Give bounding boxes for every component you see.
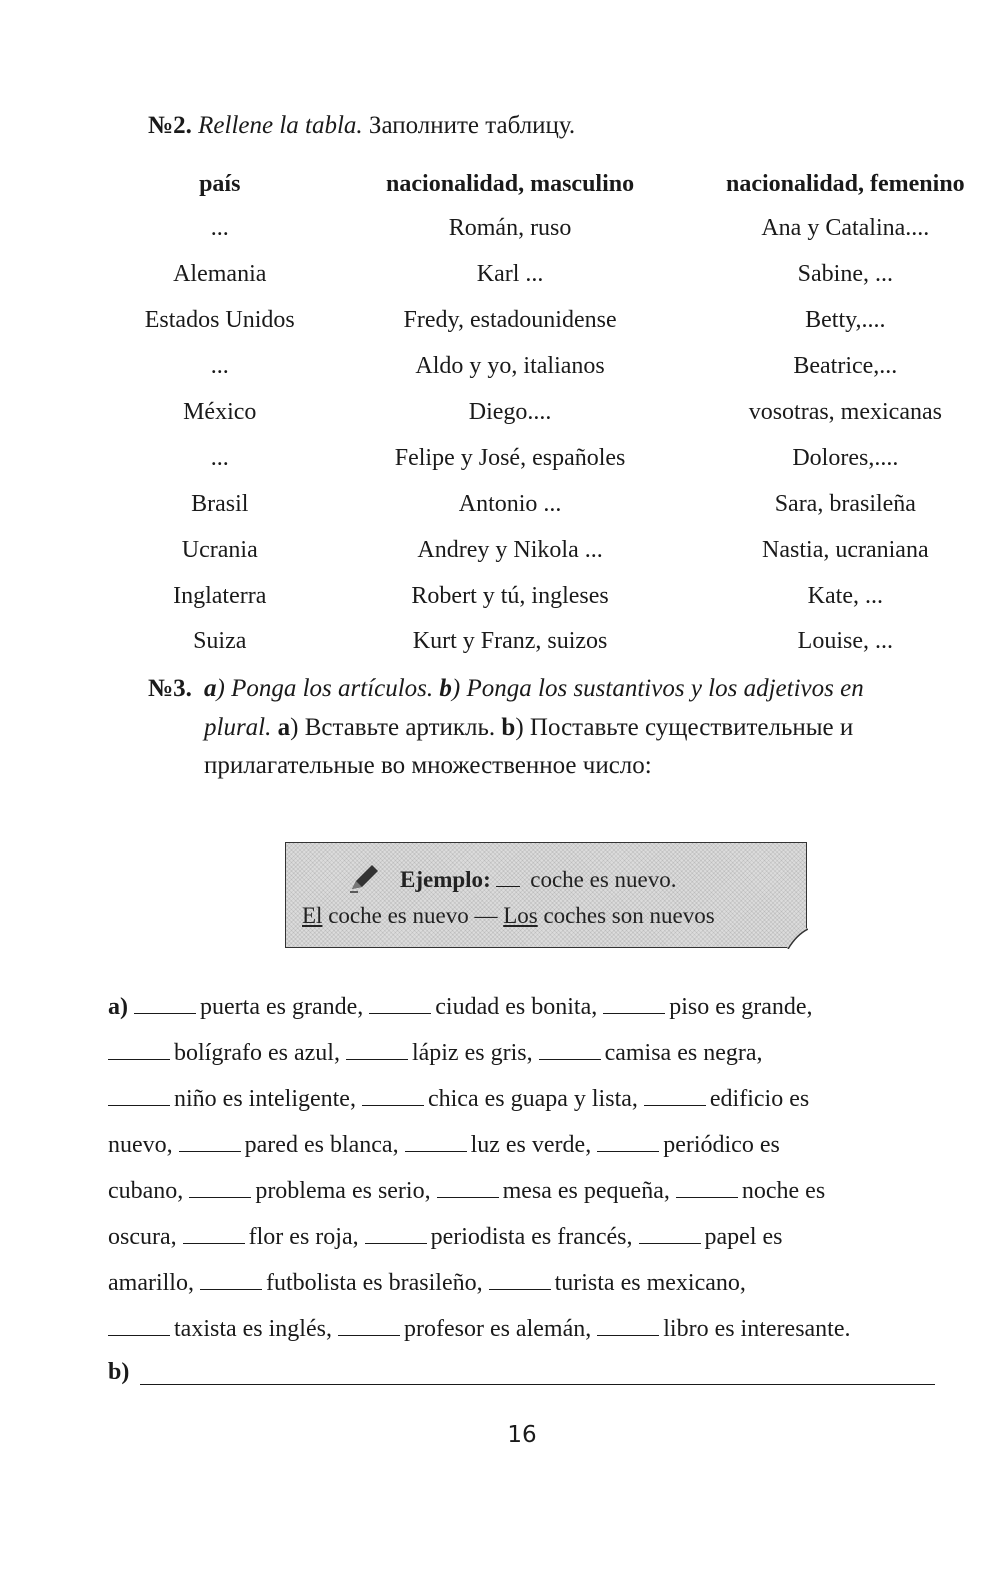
article-blank[interactable] [405,1133,467,1152]
cell-country: Brasil [191,490,249,517]
article-blank[interactable] [108,1317,170,1336]
article-blank[interactable] [338,1317,400,1336]
cell-country: Estados Unidos [144,307,295,334]
cell-masculine: Román, ruso [448,215,572,242]
cell-feminine: Sabine, ... [797,261,893,288]
cell-feminine: Ana y Catalina.... [761,215,930,242]
cell-masculine: Fredy, estadounidense [403,307,617,334]
example-blank [496,868,520,887]
article-blank[interactable] [346,1041,408,1060]
article-blank[interactable] [183,1225,245,1244]
article-blank[interactable] [597,1317,659,1336]
phrase-text: pared es blanca, [244,1132,399,1158]
phrase-text: futbolista es brasileño, [265,1270,483,1296]
example-line-1-text: coche es nuevo. [530,867,677,892]
phrase-text: piso es grande, [669,994,813,1020]
exercise-line [108,1076,933,1122]
cell-country: Alemania [173,261,267,288]
example-plural-text: coches son nuevos [543,903,715,928]
cell-masculine: Karl ... [476,261,544,288]
exercise-a-fill-in [108,984,933,1352]
exercise-line [108,984,933,1030]
table-row [110,206,1000,252]
exercise-line [108,1260,933,1306]
exercise-2-heading [148,112,575,140]
cell-country: ... [210,215,229,242]
article-blank[interactable] [489,1271,551,1290]
table-row [110,252,1000,298]
exercise-3-number: №3. [148,675,192,702]
exercise-line [108,1122,933,1168]
phrase-text: flor es roja, [248,1224,359,1250]
article-blank[interactable] [597,1133,659,1152]
cell-country: Inglaterra [173,582,267,609]
phrase-text: mesa es pequeña, [502,1178,670,1204]
phrase-text: problema es serio, [255,1178,431,1204]
phrase-text: libro es interesante. [663,1316,851,1342]
phrase-text: taxista es inglés, [174,1316,332,1342]
phrase-text: amarillo, [108,1270,194,1296]
example-article-singular: El [302,903,323,928]
phrase-text: puerta es grande, [200,994,364,1020]
article-blank[interactable] [134,995,196,1014]
header-feminine: nacionalidad, femenino [725,170,965,197]
phrase-text: cubano, [108,1178,184,1204]
exercise-3-heading: №3. a) Ponga los artículos. b) Ponga los sustantivos y los adjetivos en plural. a) Вставьте артикль. b) Поставьте существительные и прилагательные во множественное число: [148,675,864,779]
article-blank[interactable] [644,1087,706,1106]
article-blank[interactable] [179,1133,241,1152]
example-article-plural: Los [503,903,538,928]
article-blank[interactable] [639,1225,701,1244]
table-row [110,435,1000,481]
article-blank[interactable] [189,1179,251,1198]
page-number: 16 [507,1422,537,1448]
phrase-text: lápiz es gris, [411,1040,533,1066]
exercise-b-label: b) [108,1359,130,1385]
exercise-2-instruction-es: Rellene la tabla. [198,112,363,139]
article-blank[interactable] [365,1225,427,1244]
cell-masculine: Andrey y Nikola ... [417,536,603,563]
cell-country: ... [210,444,229,471]
phrase-text: noche es [741,1178,826,1204]
table-row [110,298,1000,344]
instruction-a-ru-label: a [277,713,291,741]
instruction-a-ru: Вставьте артикль. [304,713,496,741]
folded-corner-icon [786,927,808,949]
exercise-2-number: №2. [148,112,192,139]
cell-masculine: Kurt y Franz, suizos [412,628,608,655]
cell-feminine: Nastia, ucraniana [762,536,929,563]
header-masculine: nacionalidad, masculino [386,170,635,197]
exercise-2-instruction-ru: Заполните таблицу. [368,112,576,139]
phrase-text: periodista es francés, [430,1224,633,1250]
cell-feminine: Betty,.... [805,307,886,334]
table-row [110,481,1000,527]
cell-feminine: Dolores,.... [792,444,899,471]
example-line-1: Ejemplo: coche es nuevo. [400,867,677,892]
instruction-a-label: a [204,675,217,702]
phrase-text: luz es verde, [470,1132,592,1158]
cell-feminine: Kate, ... [807,582,883,609]
exercise-line [108,1030,933,1076]
phrase-text: profesor es alemán, [403,1316,592,1342]
header-country: país [199,170,241,197]
table-row [110,573,1000,619]
nationality-table [110,162,1000,665]
phrase-text: edificio es [709,1086,810,1112]
example-box [285,842,807,948]
table-header-row [110,162,1000,206]
cell-feminine: Louise, ... [797,628,893,655]
exercise-a-label: a) [108,994,128,1020]
instruction-b-label: b [439,675,452,702]
cell-masculine: Diego.... [468,399,552,425]
cell-feminine: Sara, brasileña [774,490,916,517]
table-row [110,619,1000,665]
instruction-b-ru-label: b [501,713,516,741]
article-blank[interactable] [603,995,665,1014]
instruction-a-es: Ponga los artículos. [231,675,434,702]
exercise-line [108,1168,933,1214]
article-blank[interactable] [437,1179,499,1198]
phrase-text: camisa es negra, [604,1040,763,1066]
article-blank[interactable] [539,1041,601,1060]
phrase-text: niño es inteligente, [174,1086,356,1112]
table-row [110,390,1000,436]
table-row [110,527,1000,573]
article-blank[interactable] [676,1179,738,1198]
phrase-text: oscura, [108,1224,177,1250]
exercise-line [108,1214,933,1260]
cell-country: ... [210,353,229,380]
phrase-text: ciudad es bonita, [435,994,598,1020]
pencil-icon [348,863,380,893]
article-blank[interactable] [108,1041,170,1060]
exercise-b-answer-line[interactable] [140,1384,935,1385]
cell-country: Ucrania [181,536,258,563]
example-singular-text: coche es nuevo — [328,903,498,928]
phrase-text: periódico es [663,1132,780,1158]
cell-country: México [183,399,257,425]
instruction-b-ru: Поставьте существительные и прилагательные во множественное число: [204,713,854,779]
example-label: Ejemplo [400,867,484,892]
cell-masculine: Aldo y yo, italianos [415,353,605,380]
phrase-text: papel es [704,1224,783,1250]
instruction-b-es: Ponga los sustantivos y los adjetivos en plural. [204,675,864,741]
cell-masculine: Robert y tú, ingleses [411,582,609,609]
cell-masculine: Felipe y José, españoles [394,444,626,471]
article-blank[interactable] [200,1271,262,1290]
article-blank[interactable] [108,1087,170,1106]
cell-feminine: Beatrice,... [793,353,898,380]
phrase-text: nuevo, [108,1132,173,1158]
phrase-text: chica es guapa y lista, [427,1086,638,1112]
cell-country: Suiza [193,628,247,655]
exercise-line [108,1306,933,1352]
article-blank[interactable] [362,1087,424,1106]
phrase-text: turista es mexicano, [554,1270,746,1296]
phrase-text: bolígrafo es azul, [174,1040,340,1066]
article-blank[interactable] [369,995,431,1014]
cell-feminine: vosotras, mexicanas [748,399,942,425]
example-line-2 [302,903,715,929]
table-row [110,344,1000,390]
cell-masculine: Antonio ... [458,490,562,517]
